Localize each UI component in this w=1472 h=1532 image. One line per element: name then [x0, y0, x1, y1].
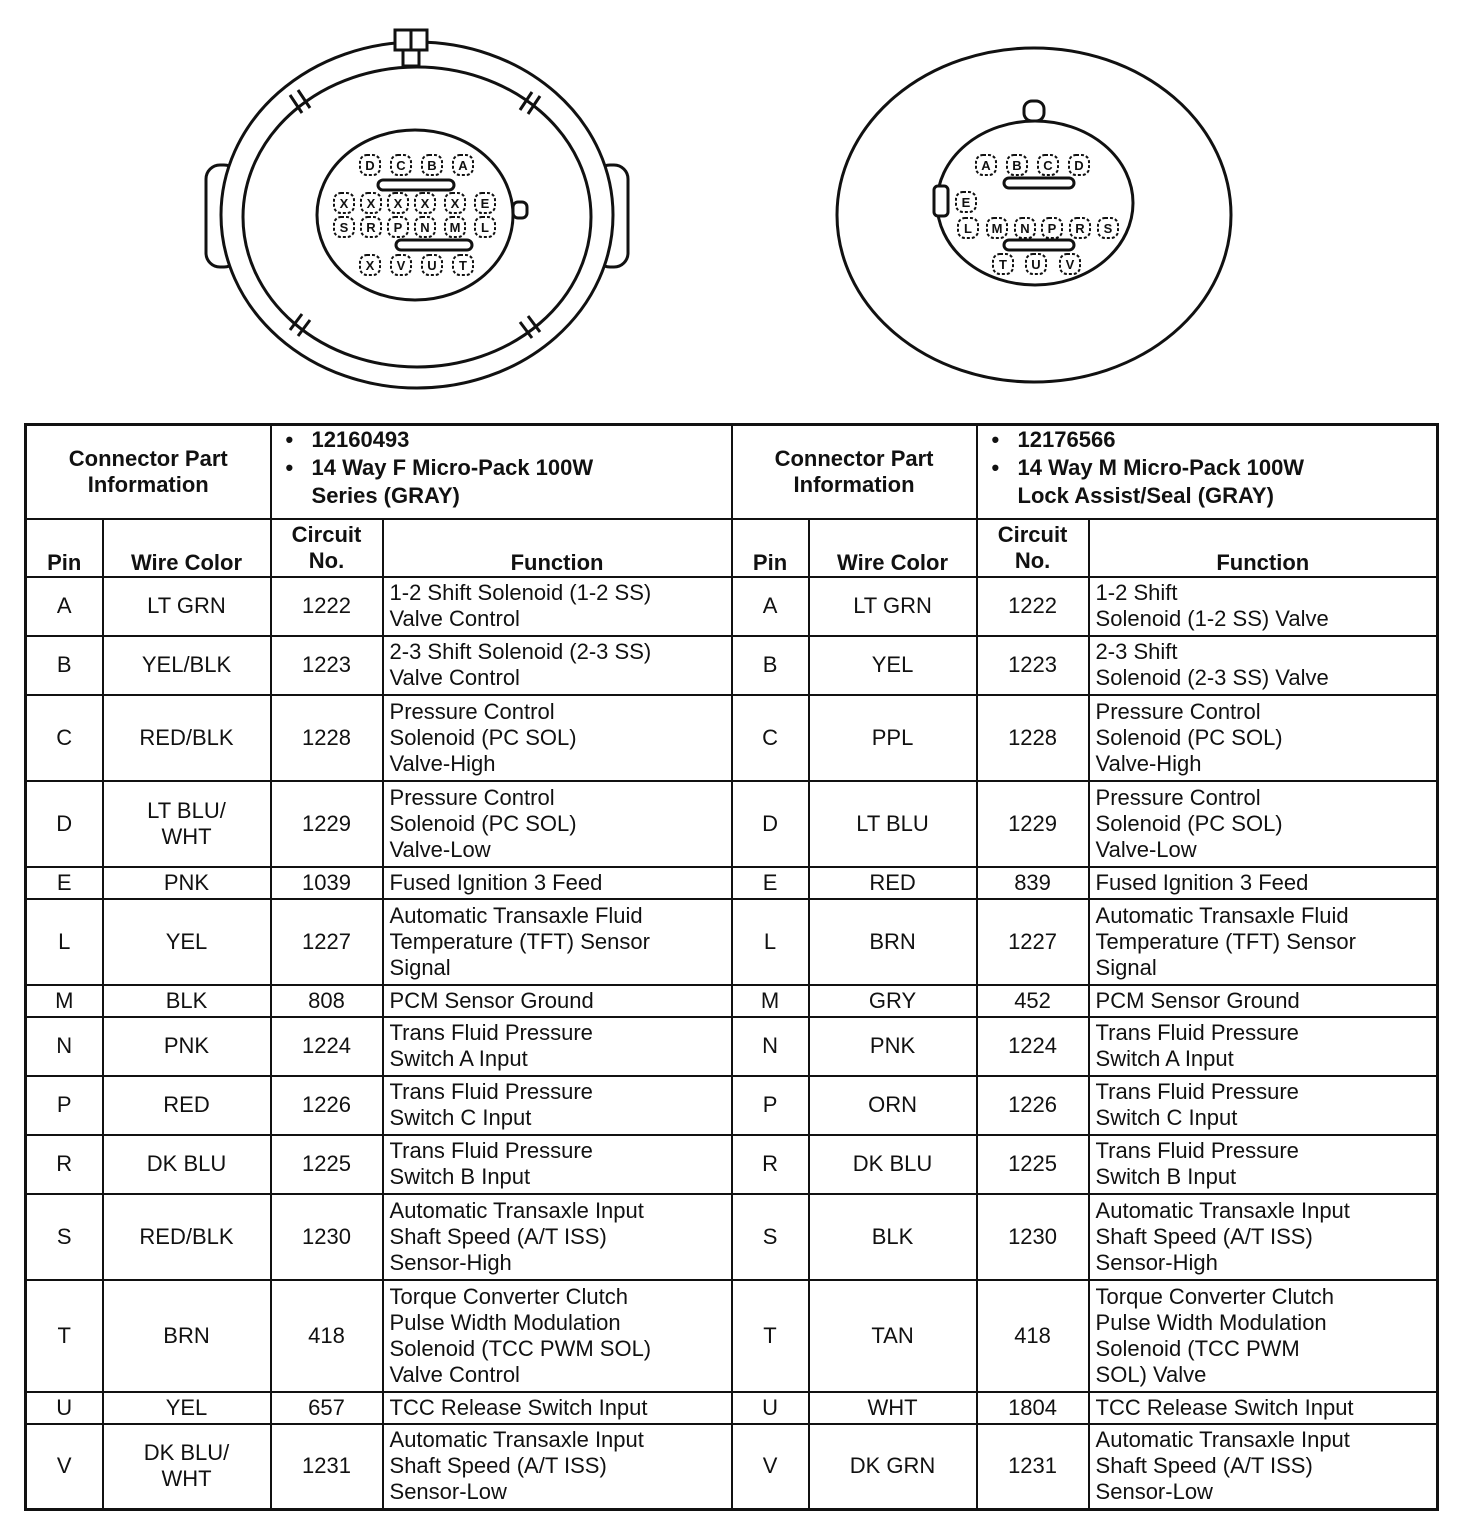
right-circuit-cell: 1804: [977, 1392, 1089, 1424]
svg-text:X: X: [365, 258, 375, 273]
right-pin-cell: D: [732, 781, 809, 867]
left-connector-pin-x: [334, 193, 354, 213]
left-connector-pin-e: [475, 193, 495, 213]
left-part-number: 12160493: [311, 427, 410, 452]
svg-text:D: D: [1074, 158, 1084, 173]
svg-text:L: L: [964, 221, 972, 236]
svg-text:E: E: [480, 196, 490, 211]
svg-text:X: X: [339, 196, 349, 211]
svg-text:E: E: [961, 195, 971, 210]
right-connector-pin-t: [993, 254, 1013, 274]
right-circuit-cell: 1225: [977, 1135, 1089, 1194]
left-function-cell: TCC Release Switch Input: [383, 1392, 732, 1424]
right-circuit-cell: 1222: [977, 577, 1089, 636]
right-wire-color-cell: YEL: [809, 636, 977, 695]
right-connector-pin-m: [987, 218, 1007, 238]
right-function-cell: 1-2 Shift Solenoid (1-2 SS) Valve: [1089, 577, 1438, 636]
left-function-header: Function: [383, 519, 732, 577]
left-pin-cell: U: [26, 1392, 103, 1424]
svg-text:S: S: [339, 220, 349, 235]
svg-text:L: L: [481, 220, 489, 235]
left-connector-pin-a: [453, 155, 473, 175]
left-pin-cell: B: [26, 636, 103, 695]
left-pin-cell: A: [26, 577, 103, 636]
svg-text:D: D: [365, 158, 375, 173]
left-circuit-cell: 657: [271, 1392, 383, 1424]
right-wire-color-cell: WHT: [809, 1392, 977, 1424]
table-row: [26, 1135, 1438, 1194]
left-connector-pin-s: [334, 217, 354, 237]
svg-text:X: X: [420, 196, 430, 211]
svg-text:A: A: [458, 158, 468, 173]
table-row: [26, 781, 1438, 867]
right-function-cell: TCC Release Switch Input: [1089, 1392, 1438, 1424]
left-connector-pin-x: [415, 193, 435, 213]
left-circuit-cell: 1222: [271, 577, 383, 636]
right-circuit-cell: 1230: [977, 1194, 1089, 1280]
right-wire-color-cell: PNK: [809, 1017, 977, 1076]
right-connector-part-info: • 12176566 • 14 Way M Micro-Pack 100W Lock Assist/Seal (GRAY): [977, 425, 1438, 519]
left-circuit-cell: 1225: [271, 1135, 383, 1194]
right-connector-pin-b: [1007, 155, 1027, 175]
left-pin-cell: N: [26, 1017, 103, 1076]
left-connector-part-info: • 12160493 • 14 Way F Micro-Pack 100W Series (GRAY): [271, 425, 732, 519]
right-pin-cell: E: [732, 867, 809, 899]
svg-text:X: X: [393, 196, 403, 211]
left-circuit-cell: 1231: [271, 1424, 383, 1510]
table-row: [26, 1280, 1438, 1392]
svg-text:C: C: [396, 158, 406, 173]
left-wire-color-cell: LT GRN: [103, 577, 271, 636]
left-function-cell: Torque Converter Clutch Pulse Width Modulation Solenoid (TCC PWM SOL) Valve Control: [383, 1280, 732, 1392]
right-pin-cell: T: [732, 1280, 809, 1392]
left-pin-cell: R: [26, 1135, 103, 1194]
left-circuit-cell: 1039: [271, 867, 383, 899]
left-function-cell: 2-3 Shift Solenoid (2-3 SS) Valve Control: [383, 636, 732, 695]
left-function-cell: PCM Sensor Ground: [383, 985, 732, 1017]
left-function-cell: Fused Ignition 3 Feed: [383, 867, 732, 899]
left-function-cell: Pressure Control Solenoid (PC SOL) Valve-Low: [383, 781, 732, 867]
left-circuit-cell: 1228: [271, 695, 383, 781]
right-connector-pin-c: [1038, 155, 1058, 175]
left-connector-pin-n: [415, 217, 435, 237]
right-wire-color-cell: PPL: [809, 695, 977, 781]
right-wire-color-cell: GRY: [809, 985, 977, 1017]
connector-info-row: [26, 425, 1438, 519]
table-row: [26, 899, 1438, 985]
right-circuit-cell: 1224: [977, 1017, 1089, 1076]
right-function-cell: Automatic Transaxle Input Shaft Speed (A/T ISS) Sensor-High: [1089, 1194, 1438, 1280]
left-circuit-cell: 1224: [271, 1017, 383, 1076]
left-circuit-cell: 1223: [271, 636, 383, 695]
left-circuit-cell: 418: [271, 1280, 383, 1392]
right-function-cell: Pressure Control Solenoid (PC SOL) Valve-High: [1089, 695, 1438, 781]
left-pin-cell: T: [26, 1280, 103, 1392]
svg-text:T: T: [459, 258, 467, 273]
right-wire-color-cell: BRN: [809, 899, 977, 985]
left-connector-pin-l: [475, 217, 495, 237]
svg-text:U: U: [1031, 257, 1041, 272]
left-connector-pin-x: [360, 255, 380, 275]
left-wire-color-cell: YEL: [103, 899, 271, 985]
left-connector-pin-t: [453, 255, 473, 275]
right-connector-pin-u: [1026, 254, 1046, 274]
right-circuit-cell: 1227: [977, 899, 1089, 985]
table-row: [26, 1017, 1438, 1076]
left-pin-cell: V: [26, 1424, 103, 1510]
right-function-cell: Automatic Transaxle Input Shaft Speed (A/T ISS) Sensor-Low: [1089, 1424, 1438, 1510]
left-wire-color-cell: LT BLU/ WHT: [103, 781, 271, 867]
right-circuit-cell: 839: [977, 867, 1089, 899]
right-wire-color-cell: LT GRN: [809, 577, 977, 636]
right-wire-color-cell: TAN: [809, 1280, 977, 1392]
left-wire-color-cell: RED/BLK: [103, 695, 271, 781]
left-circuit-cell: 808: [271, 985, 383, 1017]
right-pin-cell: R: [732, 1135, 809, 1194]
right-wire-color-cell: LT BLU: [809, 781, 977, 867]
right-connector-info-label: Connector Part Information: [732, 425, 977, 519]
right-connector-pin-n: [1015, 218, 1035, 238]
left-wire-color-cell: YEL/BLK: [103, 636, 271, 695]
svg-text:B: B: [427, 158, 437, 173]
left-pin-cell: M: [26, 985, 103, 1017]
svg-text:V: V: [396, 258, 406, 273]
right-function-cell: Trans Fluid Pressure Switch C Input: [1089, 1076, 1438, 1135]
left-description-line2: Series (GRAY): [311, 483, 460, 508]
right-description-line2: Lock Assist/Seal (GRAY): [1017, 483, 1274, 508]
right-function-cell: PCM Sensor Ground: [1089, 985, 1438, 1017]
left-wire-color-cell: PNK: [103, 1017, 271, 1076]
right-pin-cell: C: [732, 695, 809, 781]
table-row: [26, 1076, 1438, 1135]
left-pin-cell: L: [26, 899, 103, 985]
left-function-cell: Trans Fluid Pressure Switch C Input: [383, 1076, 732, 1135]
left-connector-pin-p: [388, 217, 408, 237]
right-pin-cell: L: [732, 899, 809, 985]
right-connector-pin-a: [976, 155, 996, 175]
svg-text:X: X: [450, 196, 460, 211]
right-connector-face: [837, 48, 1231, 382]
svg-text:S: S: [1103, 221, 1113, 236]
svg-text:V: V: [1065, 257, 1075, 272]
left-function-cell: Pressure Control Solenoid (PC SOL) Valve-High: [383, 695, 732, 781]
left-connector-pin-x: [445, 193, 465, 213]
right-circuit-header: [977, 519, 1089, 577]
left-pin-header: Pin: [26, 519, 103, 577]
left-circuit-header: [271, 519, 383, 577]
right-connector-pin-r: [1070, 218, 1090, 238]
right-connector-pin-v: [1060, 254, 1080, 274]
right-circuit-cell: 452: [977, 985, 1089, 1017]
left-wire-color-cell: RED/BLK: [103, 1194, 271, 1280]
left-wire-color-cell: DK BLU/ WHT: [103, 1424, 271, 1510]
right-function-cell: Automatic Transaxle Fluid Temperature (TFT) Sensor Signal: [1089, 899, 1438, 985]
right-wire-color-cell: ORN: [809, 1076, 977, 1135]
left-connector-info-label: Connector Part Information: [26, 425, 271, 519]
svg-text:B: B: [1012, 158, 1022, 173]
left-pin-cell: P: [26, 1076, 103, 1135]
table-row: [26, 577, 1438, 636]
right-wire-color-cell: DK BLU: [809, 1135, 977, 1194]
left-connector-pin-c: [391, 155, 411, 175]
table-row: [26, 1194, 1438, 1280]
right-wire-color-cell: DK GRN: [809, 1424, 977, 1510]
left-description-line1: 14 Way F Micro-Pack 100W: [311, 455, 594, 480]
svg-text:R: R: [366, 220, 376, 235]
left-wire-color-cell: BRN: [103, 1280, 271, 1392]
left-function-cell: Trans Fluid Pressure Switch A Input: [383, 1017, 732, 1076]
right-wire-color-header: Wire Color: [809, 519, 977, 577]
right-wire-color-cell: BLK: [809, 1194, 977, 1280]
left-circuit-header-line2: No.: [308, 547, 345, 573]
left-circuit-cell: 1226: [271, 1076, 383, 1135]
left-connector-pin-u: [422, 255, 442, 275]
right-function-header: Function: [1089, 519, 1438, 577]
right-circuit-cell: 1226: [977, 1076, 1089, 1135]
right-wire-color-cell: RED: [809, 867, 977, 899]
table-row: [26, 695, 1438, 781]
right-function-cell: 2-3 Shift Solenoid (2-3 SS) Valve: [1089, 636, 1438, 695]
left-connector-pin-x: [388, 193, 408, 213]
table-row: [26, 636, 1438, 695]
right-function-cell: Pressure Control Solenoid (PC SOL) Valve-Low: [1089, 781, 1438, 867]
left-pin-cell: S: [26, 1194, 103, 1280]
right-function-cell: Trans Fluid Pressure Switch A Input: [1089, 1017, 1438, 1076]
table-row: [26, 985, 1438, 1017]
left-function-cell: Automatic Transaxle Fluid Temperature (TFT) Sensor Signal: [383, 899, 732, 985]
right-connector-pin-d: [1069, 155, 1089, 175]
svg-text:M: M: [991, 221, 1003, 236]
table-row: [26, 1424, 1438, 1510]
left-connector-pin-r: [361, 217, 381, 237]
right-pin-cell: B: [732, 636, 809, 695]
right-pin-cell: N: [732, 1017, 809, 1076]
connector-face-diagram: [0, 0, 1472, 410]
right-circuit-cell: 1231: [977, 1424, 1089, 1510]
right-circuit-cell: 1228: [977, 695, 1089, 781]
right-connector-pin-e: [956, 192, 976, 212]
svg-text:U: U: [427, 258, 437, 273]
left-circuit-cell: 1229: [271, 781, 383, 867]
left-function-cell: Automatic Transaxle Input Shaft Speed (A/T ISS) Sensor-Low: [383, 1424, 732, 1510]
left-function-cell: Trans Fluid Pressure Switch B Input: [383, 1135, 732, 1194]
left-wire-color-cell: PNK: [103, 867, 271, 899]
left-wire-color-cell: RED: [103, 1076, 271, 1135]
right-pin-cell: P: [732, 1076, 809, 1135]
left-wire-color-cell: BLK: [103, 985, 271, 1017]
right-circuit-cell: 1229: [977, 781, 1089, 867]
left-connector-pin-d: [360, 155, 380, 175]
svg-text:R: R: [1075, 221, 1085, 236]
right-function-cell: Torque Converter Clutch Pulse Width Modulation Solenoid (TCC PWM SOL) Valve: [1089, 1280, 1438, 1392]
left-connector-pin-x: [361, 193, 381, 213]
left-function-cell: 1-2 Shift Solenoid (1-2 SS) Valve Control: [383, 577, 732, 636]
right-connector-pin-p: [1042, 218, 1062, 238]
left-wire-color-cell: DK BLU: [103, 1135, 271, 1194]
right-pin-cell: S: [732, 1194, 809, 1280]
right-circuit-cell: 418: [977, 1280, 1089, 1392]
svg-text:P: P: [1047, 221, 1057, 236]
right-circuit-cell: 1223: [977, 636, 1089, 695]
left-circuit-cell: 1227: [271, 899, 383, 985]
right-description-line1: 14 Way M Micro-Pack 100W: [1017, 455, 1305, 480]
left-circuit-cell: 1230: [271, 1194, 383, 1280]
svg-text:M: M: [449, 220, 461, 235]
left-connector-pin-b: [422, 155, 442, 175]
left-wire-color-cell: YEL: [103, 1392, 271, 1424]
left-function-cell: Automatic Transaxle Input Shaft Speed (A/T ISS) Sensor-High: [383, 1194, 732, 1280]
right-connector-pin-s: [1098, 218, 1118, 238]
table-row: [26, 867, 1438, 899]
left-pin-cell: C: [26, 695, 103, 781]
left-pin-cell: E: [26, 867, 103, 899]
table-row: [26, 1392, 1438, 1424]
svg-text:X: X: [366, 196, 376, 211]
right-pin-cell: V: [732, 1424, 809, 1510]
svg-text:N: N: [1020, 221, 1030, 236]
right-circuit-header-line2: No.: [1014, 547, 1051, 573]
column-header-row: [26, 519, 1438, 577]
svg-text:A: A: [981, 158, 991, 173]
right-pin-cell: M: [732, 985, 809, 1017]
left-connector-pin-m: [445, 217, 465, 237]
right-pin-cell: U: [732, 1392, 809, 1424]
right-connector-pin-l: [958, 218, 978, 238]
left-wire-color-header: Wire Color: [103, 519, 271, 577]
right-pin-header: Pin: [732, 519, 809, 577]
right-pin-cell: A: [732, 577, 809, 636]
svg-text:P: P: [393, 220, 403, 235]
svg-text:C: C: [1043, 158, 1053, 173]
left-pin-cell: D: [26, 781, 103, 867]
svg-text:T: T: [999, 257, 1007, 272]
connector-pinout-table: [24, 423, 1439, 1511]
svg-text:N: N: [420, 220, 430, 235]
right-function-cell: Trans Fluid Pressure Switch B Input: [1089, 1135, 1438, 1194]
left-circuit-header-line1: Circuit: [291, 521, 362, 547]
right-part-number: 12176566: [1017, 427, 1116, 452]
right-circuit-header-line1: Circuit: [997, 521, 1068, 547]
left-connector-pin-v: [391, 255, 411, 275]
right-function-cell: Fused Ignition 3 Feed: [1089, 867, 1438, 899]
